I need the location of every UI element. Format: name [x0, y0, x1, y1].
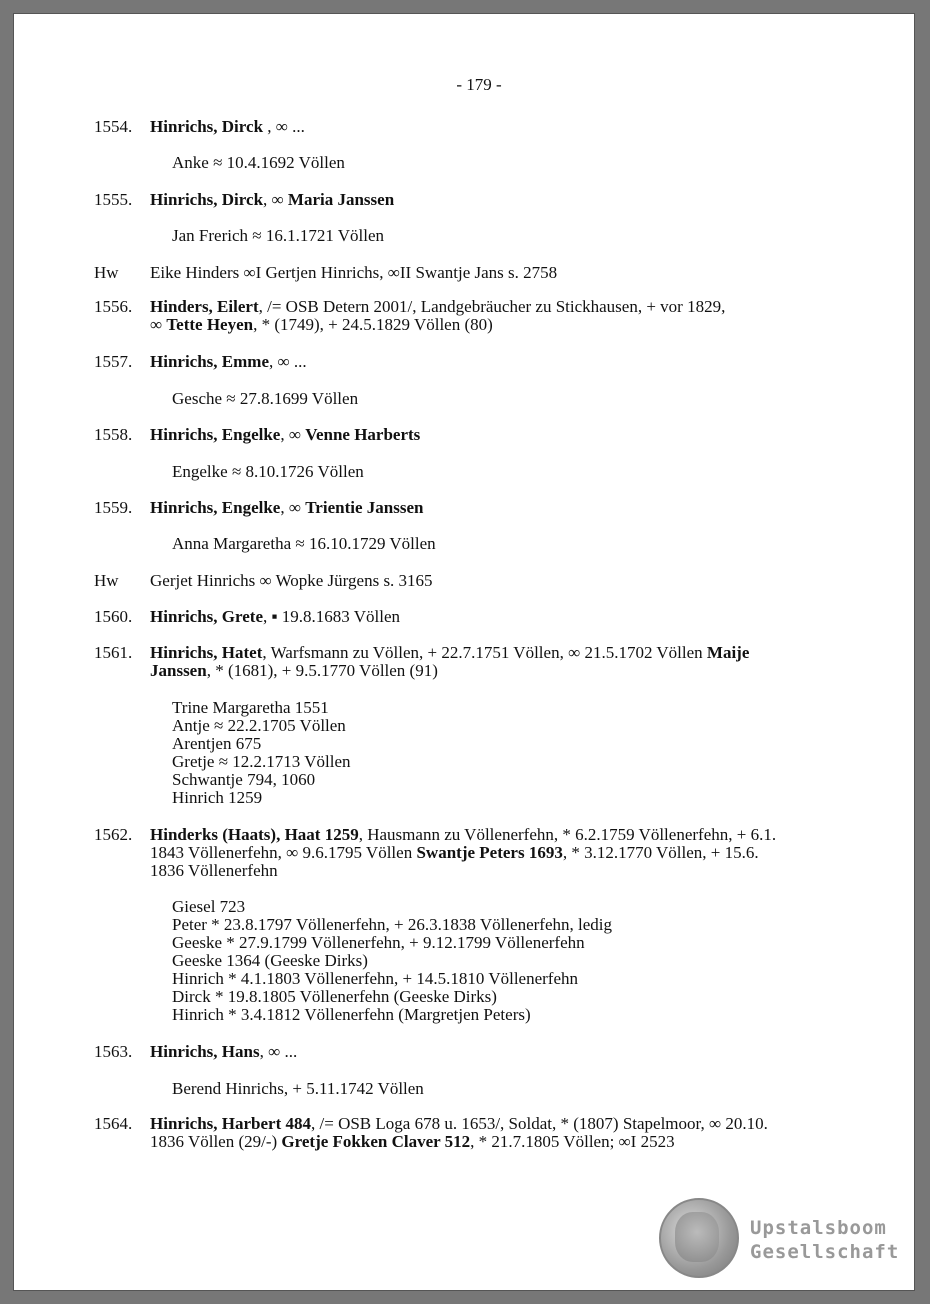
document-page — [14, 14, 914, 1290]
entry-details: , /= OSB Loga 678 u. 1653/, Soldat, * (1807) Stapelmoor, ∞ 20.10. — [311, 1114, 768, 1133]
entry-details: , ∞ — [263, 190, 288, 209]
entry-text — [150, 1115, 768, 1133]
entry-cont-details: 1836 Völlen (29/-) — [150, 1132, 282, 1151]
entry-details: , ∞ ... — [263, 117, 305, 136]
entry-cont-prefix: ∞ — [150, 315, 167, 334]
logo-line-1: Upstalsboom — [750, 1217, 887, 1239]
entry-child-line: Dirck * 19.8.1805 Völlenerfehn (Geeske Dirks) — [172, 987, 497, 1006]
entry-cont-name: Swantje Peters 1693 — [416, 843, 563, 862]
entry-text — [150, 426, 420, 444]
entry-child-line: Geeske * 27.9.1799 Völlenerfehn, + 9.12.1799 Völlenerfehn — [172, 933, 585, 952]
entry-name: Hinrichs, Grete — [150, 607, 263, 626]
seal-emblem — [659, 1198, 739, 1278]
entry-child-line: Peter * 23.8.1797 Völlenerfehn, + 26.3.1838 Völlenerfehn, ledig — [172, 915, 613, 934]
entry-details: , ▪ 19.8.1683 Völlen — [263, 607, 400, 626]
entry-name: Hinrichs, Harbert 484 — [150, 1114, 312, 1133]
entry-cont-details: 1843 Völlenerfehn, ∞ 9.6.1795 Völlen — [150, 843, 417, 862]
entry-child-line: Giesel 723 — [172, 897, 246, 916]
entry-child-line: Hinrich 1259 — [172, 788, 263, 807]
entry-number: 1556. — [94, 297, 133, 316]
entry-child-line: Geeske 1364 (Geeske Dirks) — [172, 951, 368, 970]
entry-name: Hinrichs, Engelke — [150, 498, 281, 517]
entry-number: 1555. — [94, 190, 133, 209]
entry-number: 1559. — [94, 498, 133, 517]
entry-details: Gerjet Hinrichs ∞ Wopke Jürgens s. 3165 — [150, 571, 433, 590]
entry-name: Hinderks (Haats), Haat 1259 — [150, 825, 359, 844]
entry-child-line: Antje ≈ 22.2.1705 Völlen — [172, 716, 346, 735]
entry-name: Hinrichs, Emme — [150, 352, 269, 371]
entry-child-line: Trine Margaretha 1551 — [172, 698, 329, 717]
entry-text — [150, 662, 438, 680]
entry-child-line: Arentjen 675 — [172, 734, 262, 753]
entry-text — [150, 118, 305, 136]
entry-cont-details: 1836 Völlenerfehn — [150, 861, 278, 880]
entry-name: Hinders, Eilert — [150, 297, 259, 316]
entry-name: Hinrichs, Hans — [150, 1042, 260, 1061]
entry-cont-details: , * (1749), + 24.5.1829 Völlen (80) — [253, 315, 493, 334]
entry-name: Hinrichs, Dirck — [150, 117, 264, 136]
entry-child-line: Anke ≈ 10.4.1692 Völlen — [172, 153, 345, 172]
entry-cont-details: , * (1681), + 9.5.1770 Völlen (91) — [206, 661, 438, 680]
entry-text — [150, 862, 278, 880]
entry-text — [150, 1133, 675, 1151]
seal-figure — [675, 1212, 719, 1262]
entry-details: , ∞ ... — [269, 352, 307, 371]
entry-text — [150, 608, 400, 626]
society-logo — [750, 1216, 899, 1264]
entry-text — [150, 298, 725, 316]
entry-child-line: Anna Margaretha ≈ 16.10.1729 Völlen — [172, 534, 436, 553]
entry-number: 1560. — [94, 607, 133, 626]
entry-text — [150, 353, 307, 371]
entry-name: Hinrichs, Dirck — [150, 190, 264, 209]
entry-text — [150, 826, 776, 844]
entry-details: , Warfsmann zu Völlen, + 22.7.1751 Völlen, ∞ 21.5.1702 Völlen — [262, 643, 707, 662]
page-number: - 179 - — [456, 75, 502, 94]
entry-number: 1563. — [94, 1042, 133, 1061]
entry-child-line: Jan Frerich ≈ 16.1.1721 Völlen — [172, 226, 385, 245]
entry-number: 1558. — [94, 425, 133, 444]
entry-text — [150, 316, 493, 334]
entry-number: Hw — [94, 263, 119, 282]
entry-cont-name: Janssen — [150, 661, 207, 680]
entry-details: , ∞ — [280, 498, 306, 517]
entry-details: , Hausmann zu Völlenerfehn, * 6.2.1759 Völlenerfehn, + 6.1. — [358, 825, 777, 844]
entry-number: 1564. — [94, 1114, 133, 1133]
entry-number: Hw — [94, 571, 119, 590]
logo-line-2: Gesellschaft — [750, 1241, 900, 1263]
entry-text — [150, 499, 423, 517]
entry-number: 1562. — [94, 825, 133, 844]
entry-spouse: Venne Harberts — [305, 425, 421, 444]
entry-cont-name: Gretje Fokken Claver 512 — [281, 1132, 471, 1151]
entry-details: Eike Hinders ∞I Gertjen Hinrichs, ∞II Swantje Jans s. 2758 — [150, 263, 558, 282]
entry-details: , ∞ ... — [259, 1042, 298, 1061]
entry-child-line: Gretje ≈ 12.2.1713 Völlen — [172, 752, 351, 771]
entry-cont-details-2: , * 21.7.1805 Völlen; ∞I 2523 — [470, 1132, 675, 1151]
entry-child-line: Berend Hinrichs, + 5.11.1742 Völlen — [172, 1079, 424, 1098]
entry-child-line: Hinrich * 3.4.1812 Völlenerfehn (Margretjen Peters) — [172, 1005, 531, 1024]
entry-name: Hinrichs, Hatet — [150, 643, 263, 662]
entry-number: 1557. — [94, 352, 133, 371]
entry-text — [150, 572, 433, 590]
entry-spouse: Maria Janssen — [287, 190, 395, 209]
entry-text — [150, 1043, 297, 1061]
entry-child-line: Hinrich * 4.1.1803 Völlenerfehn, + 14.5.1810 Völlenerfehn — [172, 969, 579, 988]
entry-child-line: Gesche ≈ 27.8.1699 Völlen — [172, 389, 359, 408]
entry-child-line: Schwantje 794, 1060 — [172, 770, 316, 789]
entry-text — [150, 644, 749, 662]
entry-details: , ∞ — [280, 425, 306, 444]
entry-details: , /= OSB Detern 2001/, Landgebräucher zu Stickhausen, + vor 1829, — [258, 297, 726, 316]
entry-text — [150, 264, 557, 282]
entry-child-line: Engelke ≈ 8.10.1726 Völlen — [172, 462, 364, 481]
entry-text — [150, 844, 759, 862]
entry-number: 1561. — [94, 643, 133, 662]
entry-cont-name: Tette Heyen — [166, 315, 254, 334]
entry-name: Hinrichs, Engelke — [150, 425, 281, 444]
entry-text — [150, 191, 394, 209]
entry-number: 1554. — [94, 117, 133, 136]
entry-cont-details-2: , * 3.12.1770 Völlen, + 15.6. — [562, 843, 759, 862]
entry-spouse: Maije — [706, 643, 750, 662]
entry-spouse: Trientie Janssen — [305, 498, 424, 517]
